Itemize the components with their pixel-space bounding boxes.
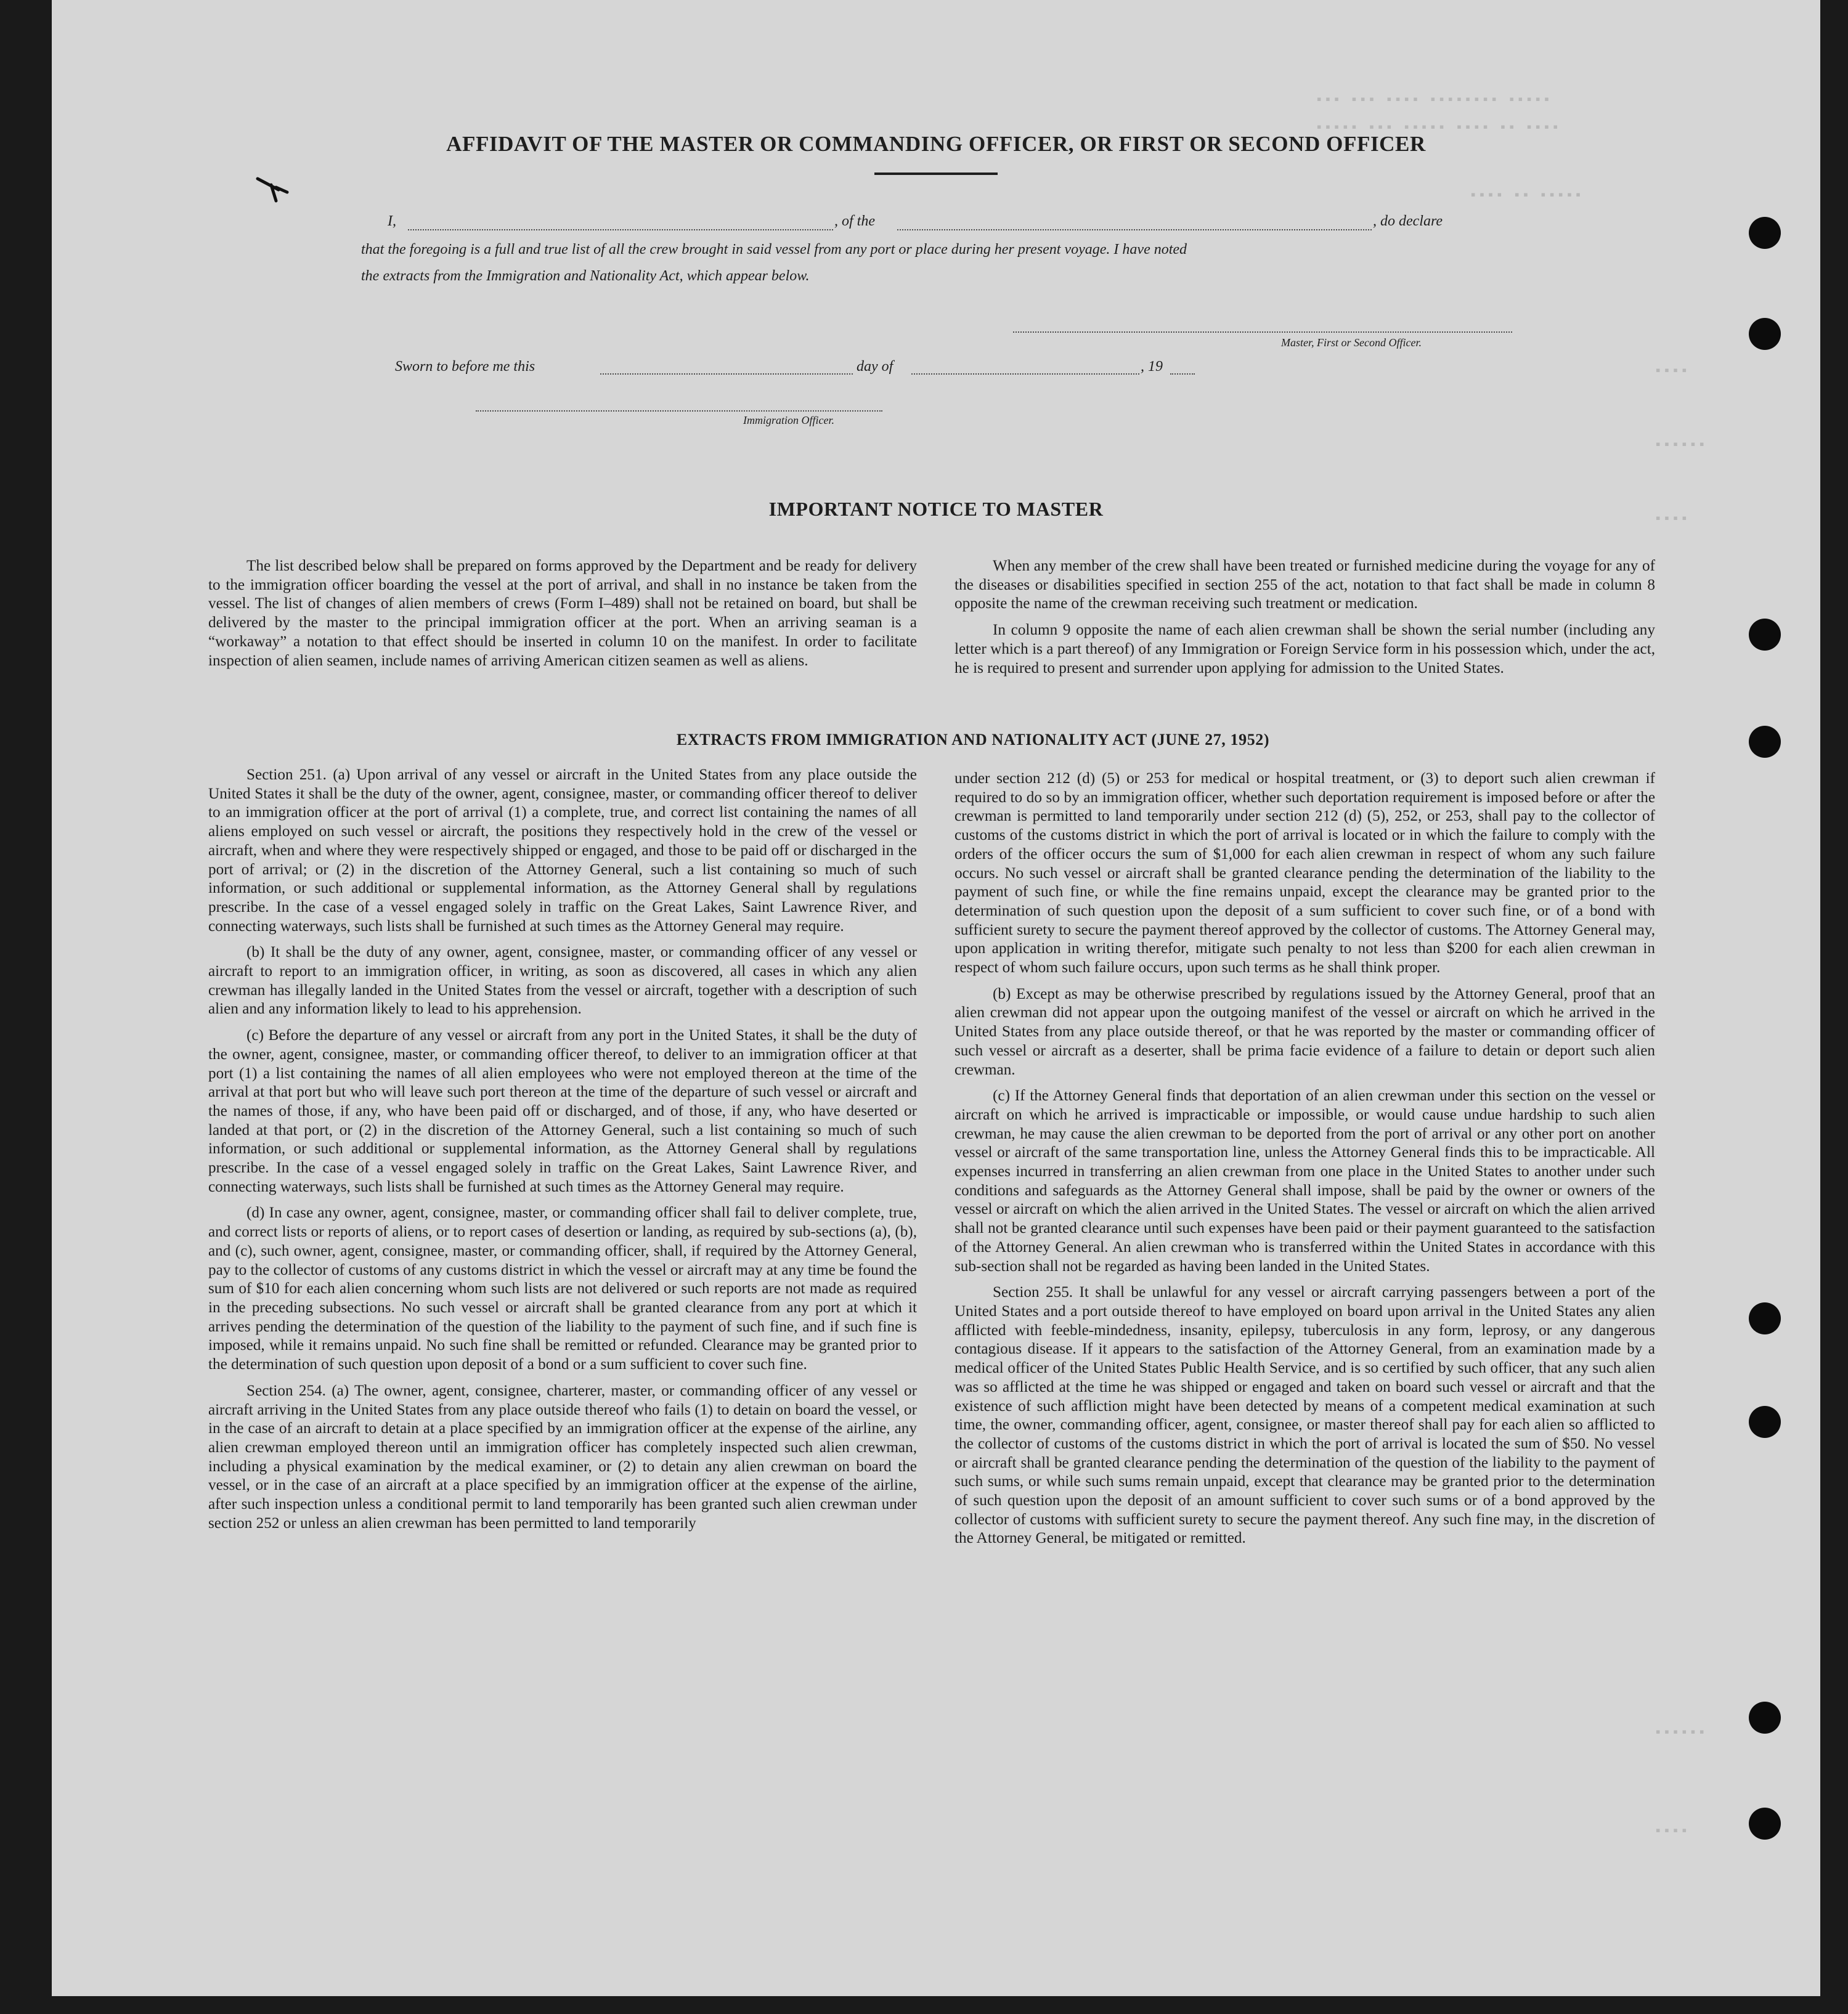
sworn-month-field[interactable] xyxy=(911,373,1139,375)
notice-title: IMPORTANT NOTICE TO MASTER xyxy=(768,498,1104,520)
pen-mark-icon xyxy=(255,174,292,205)
declaration-line-1: that the foregoing is a full and true list of all the crew brought in said vessel from any port or place during her present voyage. I have noted xyxy=(361,242,1187,258)
document-page xyxy=(52,0,1820,1996)
declaration-line-2: the extracts from the Immigration and Nationality Act, which appear below. xyxy=(361,268,810,284)
title-rule xyxy=(874,173,998,175)
master-signature-field[interactable] xyxy=(1013,331,1512,333)
bleed-through-text: ▪▪▪▪▪ ▪▪▪ ▪▪▪▪▪ ▪▪▪▪ ▪▪ ▪▪▪▪ xyxy=(1315,120,1560,136)
extracts-title: EXTRACTS FROM IMMIGRATION AND NATIONALITY ACT (JUNE 27, 1952) xyxy=(676,731,1270,749)
section-paragraph: (d) In case any owner, agent, consignee, master, or commanding officer shall fail to deliver complete, true, and correct lists or reports of aliens, or to report cases of desertion or landing, as required by sub-sections (a), (b), and (c), such owner, agent, consignee, master, or commanding officer, shall, if required by the Attorney General, pay to the collector of customs of any customs district in which the vessel or aircraft may at any time be found the sum of $10 for each alien concerning whom such lists are not delivered or such reports are not made as required in the preceding subsections. No such vessel or aircraft shall be granted clearance from any port at which it arrives pending the determination of the question of the liability to the payment of such fine, and if such fine is imposed, while it remains unpaid. No such fine shall be remitted or refunded. Clearance may be granted prior to the determination of such question upon deposit of a bond or a sum sufficient to cover such fine. xyxy=(208,1204,917,1373)
section-paragraph: (c) If the Attorney General finds that deportation of an alien crewman under this section on the vessel or aircraft on which he arrived is impracticable or impossible, or would cause undue hardship to such alien crewman, he may cause the alien crewman to be deported from the port of arrival or any other port on another vessel or aircraft of the same transportation line, unless the Attorney General finds this to be impracticable. All expenses incurred in transferring an alien crewman from one place in the United States to another under such conditions and safeguards as the Attorney General shall impose, shall be paid by the owner or owners of the vessel or aircraft on which the alien arrived in the United States. The vessel or aircraft on which the alien arrived shall not be granted clearance until such expenses have been paid or their payment guaranteed to the satisfaction of the Attorney General. An alien crewman who is transferred within the United States in accordance with this sub-section shall not be regarded as having been landed in the United States. xyxy=(955,1087,1655,1275)
vessel-name-field[interactable] xyxy=(897,229,1372,230)
master-signature-label: Master, First or Second Officer. xyxy=(1281,336,1422,349)
punch-hole xyxy=(1749,1702,1781,1734)
punch-hole xyxy=(1749,1406,1781,1438)
notice-right-column xyxy=(955,557,1655,685)
bleed-through-text: ▪▪▪▪ xyxy=(1654,511,1689,527)
officer-signature-label: Immigration Officer. xyxy=(743,414,834,426)
punch-hole xyxy=(1749,619,1781,651)
sworn-day-field[interactable] xyxy=(600,373,853,375)
affidavit-title: AFFIDAVIT OF THE MASTER OR COMMANDING OFFICER, OR FIRST OR SECOND OFFICER xyxy=(446,132,1426,156)
sworn-label: Sworn to before me this xyxy=(395,359,535,375)
notice-paragraph: The list described below shall be prepared on forms approved by the Department and be ready for delivery to the immigration officer boarding the vessel at the port of arrival, and shall in no instance be taken from the vessel. The list of changes of alien members of crews (Form I–489) shall not be retained on board, but shall be delivered by the master to the principal immigration officer at the port. When an arriving seaman is a “workaway” a notation to that effect should be inserted in column 10 on the manifest. In order to facilitate inspection of alien seamen, include names of arriving American citizen seamen as well as aliens. xyxy=(208,558,917,669)
day-of-label: day of xyxy=(857,359,893,375)
section-paragraph: (c) Before the departure of any vessel or aircraft from any port in the United States, it shall be the duty of the owner, agent, consignee, master, or commanding officer thereof, to deliver to an immigration officer at that port (1) a list containing the names of all alien employees who were not employed thereon at the time of the arrival at that port but who will leave such port thereon at the time of the departure of such vessel or aircraft and the names of those, if any, who have been paid off or discharged, and of those, if any, who have deserted or landed at that port, or (2) in the discretion of the Attorney General, such a list containing so much of such information, or such additional or supplemental information, as the Attorney General shall by regulations prescribe. In the case of a vessel engaged solely in traffic on the Great Lakes, Saint Lawrence River, and connecting waterways, such lists shall be furnished at such times as the Attorney General may require. xyxy=(208,1027,917,1195)
punch-hole xyxy=(1749,217,1781,249)
bleed-through-text: ▪▪▪ ▪▪▪ ▪▪▪▪ ▪▪▪▪▪▪▪▪ ▪▪▪▪▪ xyxy=(1315,92,1552,108)
section-paragraph: (b) It shall be the duty of any owner, agent, consignee, master, or commanding officer of any vessel or aircraft to report to an immigration officer, in writing, as soon as discovered, all cases in which any alien crewman has illegally landed in the United States from the vessel or aircraft, together with a description of such alien and any information likely to lead to his apprehension. xyxy=(208,944,917,1018)
bleed-through-text: ▪▪▪▪ xyxy=(1654,1824,1689,1839)
extracts-left-column xyxy=(208,766,917,1540)
do-declare-label: , do declare xyxy=(1373,213,1443,229)
notice-paragraph: When any member of the crew shall have been treated or furnished medicine during the voyage for any of the diseases or disabilities specified in section 255 of the act, notation to that fact shall be made in column 8 opposite the name of the crewman receiving such treatment or medication. xyxy=(955,558,1655,612)
notice-paragraph: In column 9 opposite the name of each alien crewman shall be shown the serial number (including any letter which is a part thereof) of any Immigration or Foreign Service form in his possession which, under the act, he is required to present and surrender upon applying for admission to the United States. xyxy=(955,622,1655,676)
section-paragraph: under section 212 (d) (5) or 253 for medical or hospital treatment, or (3) to deport such alien crewman if required to do so by an immigration officer, whether such deportation requirement is imposed before or after the crewman is permitted to land temporarily under section 212 (d) (5), 252, or 253, shall pay to the collector of customs of the customs district in which the port of arrival is located or in which the failure to comply with the orders of the officer occurs the sum of $1,000 for each alien crewman in respect of whom any such failure occurs. No such vessel or aircraft shall be granted clearance pending the determination of the liability to the payment of such fine, or while the fine remains unpaid, except the clearance may be granted prior to the determination of such question upon the deposit of a sum sufficient to cover such fine, or of a bond with sufficient surety to secure the payment thereof approved by the collector of customs. The Attorney General may, upon application in writing therefor, mitigate such penalty to not less than $200 for each alien crewman in respect of whom such failure occurs, upon such terms as he shall think proper. xyxy=(955,770,1655,977)
i-label: I, xyxy=(388,213,396,229)
bleed-through-text: ▪▪▪▪▪▪ xyxy=(1654,437,1707,453)
punch-hole xyxy=(1749,1302,1781,1334)
section-paragraph: (b) Except as may be otherwise prescribed by regulations issued by the Attorney General, proof that an alien crewman did not appear upon the outgoing manifest of the vessel or aircraft on which he arrived in the United States from any place outside thereof, or that he was reported by the master or commanding officer of such vessel or aircraft as a deserter, shall be prima facie evidence of a failure to detain or deport such alien crewman. xyxy=(955,985,1655,1078)
punch-hole xyxy=(1749,318,1781,350)
section-paragraph: Section 254. (a) The owner, agent, consignee, charterer, master, or commanding officer of any vessel or aircraft arriving in the United States from any place outside thereof who fails (1) to detain on board the vessel, or in the case of an aircraft to detain at a place specified by an immigration officer at the expense of the airline, any alien crewman employed thereon until an immigration officer has completely inspected such alien crewman, including a physical examination by the medical examiner, or (2) to detain any alien crewman on board the vessel, or in the case of an aircraft at a place specified by an immigration officer at the expense of the airline, after such inspection unless a conditional permit to land temporarily has been granted such alien crewman under section 252 or unless an alien crewman has been permitted to land temporarily xyxy=(208,1382,917,1532)
year-label: , 19 xyxy=(1141,359,1163,375)
bleed-through-text: ▪▪▪▪▪▪ xyxy=(1654,1725,1707,1740)
sworn-year-field[interactable] xyxy=(1170,373,1195,375)
section-paragraph: Section 255. It shall be unlawful for any vessel or aircraft carrying passengers between a port of the United States and a port outside thereof to have employed on board upon arrival in the United States any alien afflicted with feeble-mindedness, insanity, epilepsy, tuberculosis in any form, leprosy, or any dangerous contagious disease. If it appears to the satisfaction of the Attorney General, from an examination made by a medical officer of the United States Public Health Service, and is so certified by such officer, that any such alien was so afflicted at the time he was shipped or engaged and taken on board such vessel or aircraft and that the existence of such affliction might have been detected by means of a competent medical examination at such time, the owner, commanding officer, agent, consignee, or master thereof shall pay for each alien so afflicted to the collector of customs of the customs district in which the port of arrival is located the sum of $50. No vessel or aircraft shall be granted clearance pending the determination of the question of the liability to the payment of such sums, or while such sums remain unpaid, except that clearance may be granted prior to the determination of such question upon the deposit of an amount sufficient to cover such sums or of a bond approved by the collector of customs with sufficient surety to secure the payment thereof. Any such fine may, in the discretion of the Attorney General, be mitigated or remitted. xyxy=(955,1284,1655,1547)
of-the-label: , of the xyxy=(834,213,875,229)
officer-signature-field[interactable] xyxy=(476,410,882,412)
bleed-through-text: ▪▪▪▪ xyxy=(1654,363,1689,379)
notice-left-column xyxy=(208,557,917,678)
extracts-right-column xyxy=(955,769,1655,1556)
punch-hole xyxy=(1749,1808,1781,1840)
bleed-through-text: ▪▪▪▪ ▪▪ ▪▪▪▪▪ xyxy=(1469,188,1583,203)
declarant-name-field[interactable] xyxy=(408,229,833,230)
section-paragraph: Section 251. (a) Upon arrival of any vessel or aircraft in the United States from any place outside the United States it shall be the duty of the owner, agent, consignee, master, or commanding officer thereof to deliver to an immigration officer at the port of arrival (1) a complete, true, and correct list containing the names of all aliens employed on such vessel or aircraft, the positions they respectively hold in the crew of the vessel or aircraft, when and where they were respectively shipped or engaged, and those to be paid off or discharged in the port of arrival; or (2) in the discretion of the Attorney General, such a list containing so much of such information, or such additional or supplemental information, as the Attorney General shall by regulations prescribe. In the case of a vessel engaged solely in traffic on the Great Lakes, Saint Lawrence River, and connecting waterways, such lists shall be furnished at such times as the Attorney General may require. xyxy=(208,766,917,935)
